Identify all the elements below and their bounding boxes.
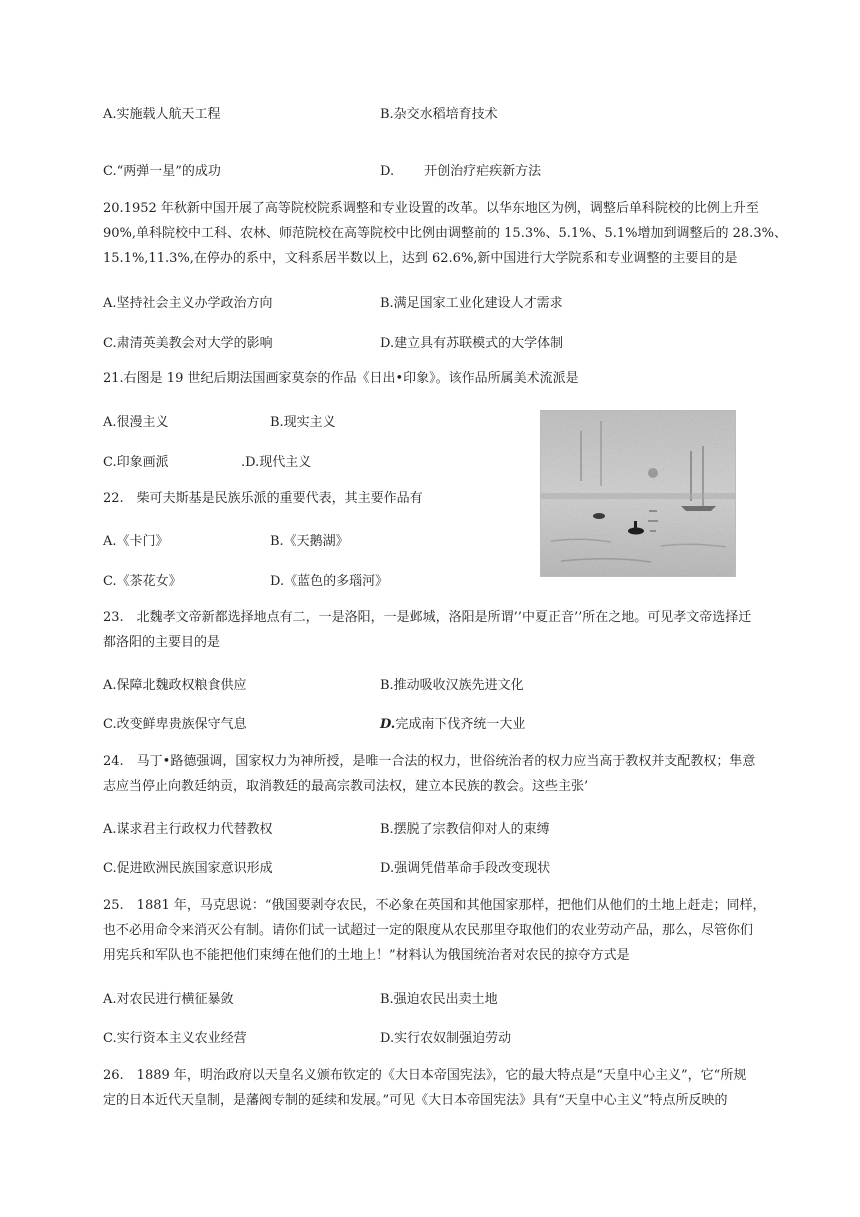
q25-stem-line3: 用宪兵和军队也不能把他们束缚在他们的土地上！”材料认为俄国统治者对农民的掠夺方式是 — [103, 948, 630, 963]
q20-option-a: A.坚持社会主义办学政治方向 — [103, 296, 273, 311]
q19-option-d — [380, 160, 541, 179]
q23-option-a: A.保障北魏政权粮食供应 — [103, 678, 247, 693]
q19-option-d-text: 开创治疗疟疾新方法 — [424, 164, 542, 179]
q25-stem-line1: 25. 1881 年，马克思说：“俄国要剥夺农民，不必象在英国和其他国家那样，把他们从他们的土地上赶走；同样， — [103, 898, 766, 913]
q25-stem-line2: 也不必用命令来消灭公有制。请你们试一试超过一定的限度从农民那里夺取他们的农业劳动产品，那么，尽管你们 — [103, 923, 754, 938]
q19-option-c: C.“两弹一星”的成功 — [103, 164, 221, 179]
q25-option-a: A.对农民进行横征暴敛 — [103, 992, 234, 1007]
q24-stem-line1: 24. 马丁•路德强调，国家权力为神所授，是唯一合法的权力，世俗统治者的权力应当高于教权并支配教权；隼意 — [103, 754, 756, 769]
q23-option-b: B.推动吸收汉族先进文化 — [380, 678, 524, 693]
q22-option-c: C.《茶花女》 — [103, 574, 182, 589]
q21-option-c: C.印象画派 — [103, 455, 169, 470]
q20-stem-line3: 15.1%,11.3%,在停办的系中，文科系居半数以上，达到 62.6%,新中国进行大学院系和专业调整的主要目的是 — [103, 251, 738, 266]
q21-option-a: A.很漫主义 — [103, 415, 169, 430]
q23-option-d — [380, 713, 525, 732]
q24-stem-line2: 志应当停止向教廷纳贡，取消教廷的最高宗教司法权，建立本民族的教会。这些主张’ — [103, 779, 589, 794]
q25-option-d: D.实行农奴制强迫劳动 — [380, 1031, 512, 1046]
q20-option-d: D.建立具有苏联模式的大学体制 — [380, 336, 564, 351]
painting-drawing — [541, 411, 735, 576]
q25-option-c: C.实行资本主义农业经营 — [103, 1031, 247, 1046]
q19-option-a: A.实施载人航天工程 — [103, 107, 221, 122]
q23-option-c: C.改变鲜卑贵族保守气息 — [103, 717, 247, 732]
q22-option-d: D.《蓝色的多瑙河》 — [270, 574, 389, 589]
q22-option-a: A.《卡门》 — [103, 534, 169, 549]
painting-image — [540, 410, 736, 577]
q24-option-a: A.谋求君主行政权力代替教权 — [103, 822, 273, 837]
q24-option-b: B.摆脱了宗教信仰对人的束缚 — [380, 822, 550, 837]
q24-option-c: C.促进欧洲民族国家意识形成 — [103, 861, 273, 876]
q21-stem-line1: 21.右图是 19 世纪后期法国画家莫奈的作品《日出•印象》。该作品所属美术流派是 — [103, 371, 579, 386]
q24-option-d: D.强调凭借革命手段改变现状 — [380, 861, 551, 876]
q23-stem-line2: 都洛阳的主要目的是 — [103, 635, 221, 650]
q26-stem-line2: 定的日本近代天皇制，是藩阀专制的延续和发展。”可见《大日本帝国宪法》具有“天皇中心主义”特点所反映的 — [103, 1093, 728, 1108]
q20-option-b: B.满足国家工业化建设人才需求 — [380, 296, 563, 311]
q23-option-d-text: 完成南下伐齐统一大业 — [395, 717, 526, 732]
q22-option-b: B.《天鹅湖》 — [270, 534, 349, 549]
q22-stem-line1: 22. 柴可夫斯基是民族乐派的重要代表，其主要作品有 — [103, 491, 423, 506]
q21-option-d: .D.现代主义 — [241, 455, 312, 470]
q19-option-d-letter: D. — [380, 164, 395, 179]
q20-stem-line2: 90%,单科院校中工科、农林、师范院校在高等院校中比例由调整前的 15.3%、5.1%、5.1%增加到调整后的 28.3%、 — [103, 226, 787, 241]
q20-option-c: C.肃清英美教会对大学的影响 — [103, 336, 273, 351]
q20-stem-line1: 20.1952 年秋新中国开展了高等院校院系调整和专业设置的改革。以华东地区为例，调整后单科院校的比例上升至 — [103, 201, 759, 216]
q19-option-b: B.杂交水稻培育技术 — [380, 107, 498, 122]
q23-option-d-letter: D. — [380, 717, 396, 732]
q25-option-b: B.强迫农民出卖土地 — [380, 992, 498, 1007]
q21-option-b: B.现实主义 — [270, 415, 336, 430]
q26-stem-line1: 26. 1889 年，明治政府以天皇名义颁布钦定的《大日本帝国宪法》，它的最大特点是“天皇中心主义”，它“所规 — [103, 1068, 747, 1083]
q23-stem-line1: 23. 北魏孝文帝新都选择地点有二，一是洛阳，一是邺城，洛阳是所谓’’中夏正音’’所在之地。可见孝文帝选择迁 — [103, 610, 752, 625]
